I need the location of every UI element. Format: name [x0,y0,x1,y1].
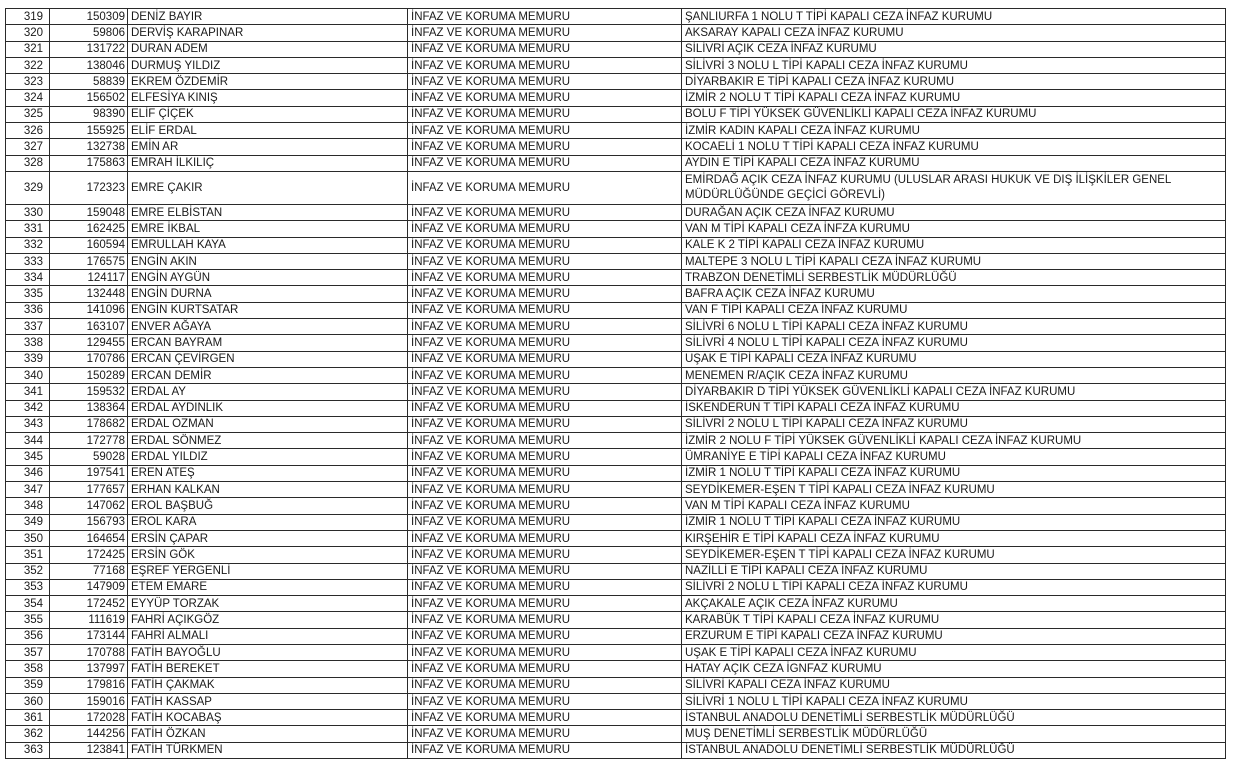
title-cell: İNFAZ VE KORUMA MEMURU [408,498,682,514]
table-row [6,41,1226,57]
institution-cell: BAFRA AÇIK CEZA İNFAZ KURUMU [682,286,1226,302]
registry-number-cell: 132738 [50,139,128,155]
table-row [6,742,1226,758]
institution-cell: SİLİVRİ 2 NOLU L TİPİ KAPALI CEZA İNFAZ KURUMU [682,579,1226,595]
full-name-cell: ELFESİYA KINIŞ [128,90,408,106]
registry-number-cell: 59028 [50,449,128,465]
title-cell: İNFAZ VE KORUMA MEMURU [408,302,682,318]
registry-number-cell: 170786 [50,351,128,367]
row-number-cell: 348 [6,498,50,514]
table-row [6,90,1226,106]
table-row [6,171,1226,204]
table-row [6,400,1226,416]
registry-number-cell: 176575 [50,253,128,269]
full-name-cell: EŞREF YERGENLİ [128,563,408,579]
registry-number-cell: 138364 [50,400,128,416]
table-row [6,9,1226,25]
row-number-cell: 357 [6,644,50,660]
title-cell: İNFAZ VE KORUMA MEMURU [408,351,682,367]
title-cell: İNFAZ VE KORUMA MEMURU [408,335,682,351]
row-number-cell: 337 [6,319,50,335]
table-row [6,449,1226,465]
full-name-cell: ETEM EMARE [128,579,408,595]
title-cell: İNFAZ VE KORUMA MEMURU [408,367,682,383]
institution-cell: HATAY AÇIK CEZA İGNFAZ KURUMU [682,661,1226,677]
table-row [6,253,1226,269]
registry-number-cell: 150309 [50,9,128,25]
full-name-cell: ELİF ÇİÇEK [128,106,408,122]
row-number-cell: 354 [6,596,50,612]
row-number-cell: 342 [6,400,50,416]
institution-cell: SİLİVRİ AÇIK CEZA İNFAZ KURUMU [682,41,1226,57]
full-name-cell: EREN ATEŞ [128,465,408,481]
table-row [6,351,1226,367]
full-name-cell: ERDAL OZMAN [128,416,408,432]
full-name-cell: ERCAN DEMİR [128,367,408,383]
registry-number-cell: 177657 [50,482,128,498]
title-cell: İNFAZ VE KORUMA MEMURU [408,661,682,677]
table-row [6,74,1226,90]
table-row [6,433,1226,449]
institution-cell: KOCAELİ 1 NOLU T TİPİ KAPALI CEZA İNFAZ KURUMU [682,139,1226,155]
row-number-cell: 353 [6,579,50,595]
registry-number-cell: 132448 [50,286,128,302]
title-cell: İNFAZ VE KORUMA MEMURU [408,530,682,546]
title-cell: İNFAZ VE KORUMA MEMURU [408,693,682,709]
institution-cell: MALTEPE 3 NOLU L TİPİ KAPALI CEZA İNFAZ KURUMU [682,253,1226,269]
table-row [6,270,1226,286]
table-row [6,693,1226,709]
row-number-cell: 343 [6,416,50,432]
table-row [6,286,1226,302]
institution-cell: AKSARAY KAPALI CEZA İNFAZ KURUMU [682,25,1226,41]
row-number-cell: 320 [6,25,50,41]
title-cell: İNFAZ VE KORUMA MEMURU [408,726,682,742]
full-name-cell: ERDAL AY [128,384,408,400]
table-row [6,237,1226,253]
row-number-cell: 327 [6,139,50,155]
table-row [6,661,1226,677]
registry-number-cell: 129455 [50,335,128,351]
title-cell: İNFAZ VE KORUMA MEMURU [408,547,682,563]
row-number-cell: 362 [6,726,50,742]
full-name-cell: ELİF ERDAL [128,123,408,139]
title-cell: İNFAZ VE KORUMA MEMURU [408,41,682,57]
registry-number-cell: 123841 [50,742,128,758]
title-cell: İNFAZ VE KORUMA MEMURU [408,742,682,758]
document-page [5,8,1226,759]
registry-number-cell: 141096 [50,302,128,318]
institution-cell: İZMİR 1 NOLU T TİPİ KAPALI CEZA İNFAZ KURUMU [682,514,1226,530]
full-name-cell: DERVİŞ KARAPINAR [128,25,408,41]
table-row [6,139,1226,155]
registry-number-cell: 178682 [50,416,128,432]
full-name-cell: FATİH BEREKET [128,661,408,677]
registry-number-cell: 159048 [50,204,128,220]
registry-number-cell: 131722 [50,41,128,57]
title-cell: İNFAZ VE KORUMA MEMURU [408,319,682,335]
row-number-cell: 330 [6,204,50,220]
title-cell: İNFAZ VE KORUMA MEMURU [408,253,682,269]
row-number-cell: 325 [6,106,50,122]
title-cell: İNFAZ VE KORUMA MEMURU [408,465,682,481]
table-row [6,579,1226,595]
title-cell: İNFAZ VE KORUMA MEMURU [408,204,682,220]
registry-number-cell: 197541 [50,465,128,481]
title-cell: İNFAZ VE KORUMA MEMURU [408,155,682,171]
institution-cell: MENEMEN R/AÇIK CEZA İNFAZ KURUMU [682,367,1226,383]
row-number-cell: 332 [6,237,50,253]
full-name-cell: EROL KARA [128,514,408,530]
registry-number-cell: 172028 [50,710,128,726]
table-row [6,57,1226,73]
title-cell: İNFAZ VE KORUMA MEMURU [408,106,682,122]
full-name-cell: FATİH KASSAP [128,693,408,709]
full-name-cell: ENVER AĞAYA [128,319,408,335]
row-number-cell: 355 [6,612,50,628]
table-row [6,106,1226,122]
institution-cell: AKÇAKALE AÇIK CEZA İNFAZ KURUMU [682,596,1226,612]
institution-cell: KALE K 2 TİPİ KAPALI CEZA İNFAZ KURUMU [682,237,1226,253]
registry-number-cell: 137997 [50,661,128,677]
row-number-cell: 363 [6,742,50,758]
registry-number-cell: 172778 [50,433,128,449]
registry-number-cell: 175863 [50,155,128,171]
institution-cell: UŞAK E TİPİ KAPALI CEZA İNFAZ KURUMU [682,644,1226,660]
registry-number-cell: 159016 [50,693,128,709]
row-number-cell: 359 [6,677,50,693]
row-number-cell: 336 [6,302,50,318]
title-cell: İNFAZ VE KORUMA MEMURU [408,74,682,90]
full-name-cell: FATİH BAYOĞLU [128,644,408,660]
row-number-cell: 340 [6,367,50,383]
table-row [6,563,1226,579]
title-cell: İNFAZ VE KORUMA MEMURU [408,596,682,612]
institution-cell: TRABZON DENETİMLİ SERBESTLİK MÜDÜRLÜĞÜ [682,270,1226,286]
institution-cell: İSTANBUL ANADOLU DENETİMLİ SERBESTLİK MÜDÜRLÜĞÜ [682,710,1226,726]
registry-number-cell: 179816 [50,677,128,693]
registry-number-cell: 159532 [50,384,128,400]
row-number-cell: 323 [6,74,50,90]
institution-cell: SİLİVRİ 4 NOLU L TİPİ KAPALI CEZA İNFAZ KURUMU [682,335,1226,351]
registry-number-cell: 156793 [50,514,128,530]
row-number-cell: 331 [6,221,50,237]
institution-cell: DURAĞAN AÇIK CEZA İNFAZ KURUMU [682,204,1226,220]
row-number-cell: 358 [6,661,50,677]
full-name-cell: ERDAL AYDINLIK [128,400,408,416]
title-cell: İNFAZ VE KORUMA MEMURU [408,612,682,628]
registry-number-cell: 173144 [50,628,128,644]
registry-number-cell: 172425 [50,547,128,563]
full-name-cell: EMRE ÇAKIR [128,171,408,204]
table-row [6,514,1226,530]
title-cell: İNFAZ VE KORUMA MEMURU [408,449,682,465]
institution-cell: AYDIN E TİPİ KAPALI CEZA İNFAZ KURUMU [682,155,1226,171]
title-cell: İNFAZ VE KORUMA MEMURU [408,579,682,595]
institution-cell: NAZİLLİ E TİPİ KAPALI CEZA İNFAZ KURUMU [682,563,1226,579]
institution-cell: İZMİR 2 NOLU T TİPİ KAPALI CEZA İNFAZ KURUMU [682,90,1226,106]
title-cell: İNFAZ VE KORUMA MEMURU [408,563,682,579]
institution-cell: SİLİVRİ 1 NOLU L TİPİ KAPALI CEZA İNFAZ KURUMU [682,693,1226,709]
full-name-cell: DENİZ BAYIR [128,9,408,25]
registry-number-cell: 124117 [50,270,128,286]
registry-number-cell: 59806 [50,25,128,41]
row-number-cell: 328 [6,155,50,171]
institution-cell: VAN M TİPİ KAPALI CEZA İNFZA KURUMU [682,221,1226,237]
registry-number-cell: 147909 [50,579,128,595]
table-row [6,612,1226,628]
row-number-cell: 347 [6,482,50,498]
row-number-cell: 339 [6,351,50,367]
institution-cell: İZMİR 1 NOLU T TİPİ KAPALI CEZA İNFAZ KURUMU [682,465,1226,481]
table-row [6,319,1226,335]
table-body [6,9,1226,759]
full-name-cell: EKREM ÖZDEMİR [128,74,408,90]
full-name-cell: FATİH TÜRKMEN [128,742,408,758]
table-row [6,335,1226,351]
institution-cell: MUŞ DENETİMLİ SERBESTLİK MÜDÜRLÜĞÜ [682,726,1226,742]
institution-cell: SİLİVRİ KAPALI CEZA İNFAZ KURUMU [682,677,1226,693]
institution-cell: SEYDİKEMER-EŞEN T TİPİ KAPALI CEZA İNFAZ KURUMU [682,547,1226,563]
registry-number-cell: 162425 [50,221,128,237]
table-row [6,726,1226,742]
institution-cell: DİYARBAKIR D TİPİ YÜKSEK GÜVENLİKLİ KAPALI CEZA İNFAZ KURUMU [682,384,1226,400]
institution-cell: İSKENDERUN T TİPİ KAPALI CEZA İNFAZ KURUMU [682,400,1226,416]
registry-number-cell: 170788 [50,644,128,660]
full-name-cell: EYYÜP TORZAK [128,596,408,612]
full-name-cell: ENGİN KURTSATAR [128,302,408,318]
title-cell: İNFAZ VE KORUMA MEMURU [408,400,682,416]
row-number-cell: 321 [6,41,50,57]
title-cell: İNFAZ VE KORUMA MEMURU [408,123,682,139]
table-row [6,302,1226,318]
table-row [6,25,1226,41]
full-name-cell: ENGİN AYGÜN [128,270,408,286]
registry-number-cell: 77168 [50,563,128,579]
full-name-cell: ERSİN ÇAPAR [128,530,408,546]
title-cell: İNFAZ VE KORUMA MEMURU [408,57,682,73]
row-number-cell: 322 [6,57,50,73]
institution-cell: ERZURUM E TİPİ KAPALI CEZA İNFAZ KURUMU [682,628,1226,644]
title-cell: İNFAZ VE KORUMA MEMURU [408,9,682,25]
full-name-cell: FATİH ÖZKAN [128,726,408,742]
title-cell: İNFAZ VE KORUMA MEMURU [408,514,682,530]
full-name-cell: FAHRİ ALMALI [128,628,408,644]
table-row [6,204,1226,220]
title-cell: İNFAZ VE KORUMA MEMURU [408,710,682,726]
title-cell: İNFAZ VE KORUMA MEMURU [408,628,682,644]
full-name-cell: EMRE İKBAL [128,221,408,237]
row-number-cell: 356 [6,628,50,644]
row-number-cell: 338 [6,335,50,351]
table-row [6,644,1226,660]
full-name-cell: ERCAN ÇEVİRGEN [128,351,408,367]
title-cell: İNFAZ VE KORUMA MEMURU [408,286,682,302]
full-name-cell: ERDAL SÖNMEZ [128,433,408,449]
full-name-cell: ERDAL YILDIZ [128,449,408,465]
registry-number-cell: 144256 [50,726,128,742]
row-number-cell: 329 [6,171,50,204]
registry-number-cell: 138046 [50,57,128,73]
row-number-cell: 319 [6,9,50,25]
registry-number-cell: 98390 [50,106,128,122]
title-cell: İNFAZ VE KORUMA MEMURU [408,139,682,155]
full-name-cell: ENGİN AKIN [128,253,408,269]
institution-cell: BOLU F TİPİ YÜKSEK GÜVENLİKLİ KAPALI CEZA İNFAZ KURUMU [682,106,1226,122]
institution-cell: UŞAK E TİPİ KAPALI CEZA İNFAZ KURUMU [682,351,1226,367]
row-number-cell: 335 [6,286,50,302]
institution-cell: SİLİVRİ 6 NOLU L TİPİ KAPALI CEZA İNFAZ KURUMU [682,319,1226,335]
row-number-cell: 349 [6,514,50,530]
title-cell: İNFAZ VE KORUMA MEMURU [408,221,682,237]
full-name-cell: FATİH ÇAKMAK [128,677,408,693]
registry-number-cell: 163107 [50,319,128,335]
title-cell: İNFAZ VE KORUMA MEMURU [408,644,682,660]
full-name-cell: EROL BAŞBUĞ [128,498,408,514]
full-name-cell: EMİN AR [128,139,408,155]
table-row [6,416,1226,432]
row-number-cell: 324 [6,90,50,106]
row-number-cell: 352 [6,563,50,579]
table-row [6,710,1226,726]
institution-cell: KIRŞEHİR E TİPİ KAPALI CEZA İNFAZ KURUMU [682,530,1226,546]
full-name-cell: ENGİN DURNA [128,286,408,302]
institution-cell: ÜMRANİYE E TİPİ KAPALI CEZA İNFAZ KURUMU [682,449,1226,465]
institution-cell: İZMİR KADIN KAPALI CEZA İNFAZ KURUMU [682,123,1226,139]
table-row [6,384,1226,400]
table-row [6,465,1226,481]
full-name-cell: ERHAN KALKAN [128,482,408,498]
row-number-cell: 326 [6,123,50,139]
title-cell: İNFAZ VE KORUMA MEMURU [408,433,682,449]
full-name-cell: DURAN ADEM [128,41,408,57]
registry-number-cell: 160594 [50,237,128,253]
title-cell: İNFAZ VE KORUMA MEMURU [408,482,682,498]
registry-number-cell: 155925 [50,123,128,139]
row-number-cell: 344 [6,433,50,449]
table-row [6,677,1226,693]
registry-number-cell: 150289 [50,367,128,383]
row-number-cell: 346 [6,465,50,481]
registry-number-cell: 156502 [50,90,128,106]
row-number-cell: 350 [6,530,50,546]
table-row [6,482,1226,498]
title-cell: İNFAZ VE KORUMA MEMURU [408,270,682,286]
institution-cell: İZMİR 2 NOLU F TİPİ YÜKSEK GÜVENLİKLİ KAPALI CEZA İNFAZ KURUMU [682,433,1226,449]
title-cell: İNFAZ VE KORUMA MEMURU [408,384,682,400]
title-cell: İNFAZ VE KORUMA MEMURU [408,677,682,693]
registry-number-cell: 147062 [50,498,128,514]
full-name-cell: EMRULLAH KAYA [128,237,408,253]
table-row [6,221,1226,237]
row-number-cell: 361 [6,710,50,726]
table-row [6,367,1226,383]
institution-cell: ŞANLIURFA 1 NOLU T TİPİ KAPALI CEZA İNFAZ KURUMU [682,9,1226,25]
registry-number-cell: 172323 [50,171,128,204]
institution-cell: VAN F TİPİ KAPALI CEZA İNFAZ KURUMU [682,302,1226,318]
full-name-cell: FATİH KOCABAŞ [128,710,408,726]
registry-number-cell: 172452 [50,596,128,612]
row-number-cell: 341 [6,384,50,400]
institution-cell: EMİRDAĞ AÇIK CEZA İNFAZ KURUMU (ULUSLAR ARASI HUKUK VE DIŞ İLİŞKİLER GENEL MÜDÜRLÜĞÜNDE GEÇİCİ GÖREVLİ) [682,171,1226,204]
title-cell: İNFAZ VE KORUMA MEMURU [408,237,682,253]
full-name-cell: FAHRİ AÇIKGÖZ [128,612,408,628]
full-name-cell: ERSİN GÖK [128,547,408,563]
table-row [6,123,1226,139]
title-cell: İNFAZ VE KORUMA MEMURU [408,25,682,41]
table-row [6,155,1226,171]
institution-cell: VAN M TİPİ KAPALI CEZA İNFAZ KURUMU [682,498,1226,514]
registry-number-cell: 111619 [50,612,128,628]
table-row [6,596,1226,612]
institution-cell: SİLİVRİ 2 NOLU L TİPİ KAPALI CEZA İNFAZ KURUMU [682,416,1226,432]
institution-cell: KARABÜK T TİPİ KAPALI CEZA İNFAZ KURUMU [682,612,1226,628]
institution-cell: SİLİVRİ 3 NOLU L TİPİ KAPALI CEZA İNFAZ KURUMU [682,57,1226,73]
row-number-cell: 360 [6,693,50,709]
personnel-table [5,8,1226,759]
registry-number-cell: 164654 [50,530,128,546]
institution-cell: DİYARBAKIR E TİPİ KAPALI CEZA İNFAZ KURUMU [682,74,1226,90]
row-number-cell: 334 [6,270,50,286]
table-row [6,628,1226,644]
registry-number-cell: 58839 [50,74,128,90]
institution-cell: İSTANBUL ANADOLU DENETİMLİ SERBESTLİK MÜDÜRLÜĞÜ [682,742,1226,758]
title-cell: İNFAZ VE KORUMA MEMURU [408,416,682,432]
row-number-cell: 351 [6,547,50,563]
full-name-cell: ERCAN BAYRAM [128,335,408,351]
full-name-cell: EMRAH İLKILIÇ [128,155,408,171]
table-row [6,530,1226,546]
full-name-cell: EMRE ELBİSTAN [128,204,408,220]
full-name-cell: DURMUŞ YILDIZ [128,57,408,73]
table-row [6,498,1226,514]
row-number-cell: 345 [6,449,50,465]
title-cell: İNFAZ VE KORUMA MEMURU [408,171,682,204]
title-cell: İNFAZ VE KORUMA MEMURU [408,90,682,106]
row-number-cell: 333 [6,253,50,269]
institution-cell: SEYDİKEMER-EŞEN T TİPİ KAPALI CEZA İNFAZ KURUMU [682,482,1226,498]
table-row [6,547,1226,563]
